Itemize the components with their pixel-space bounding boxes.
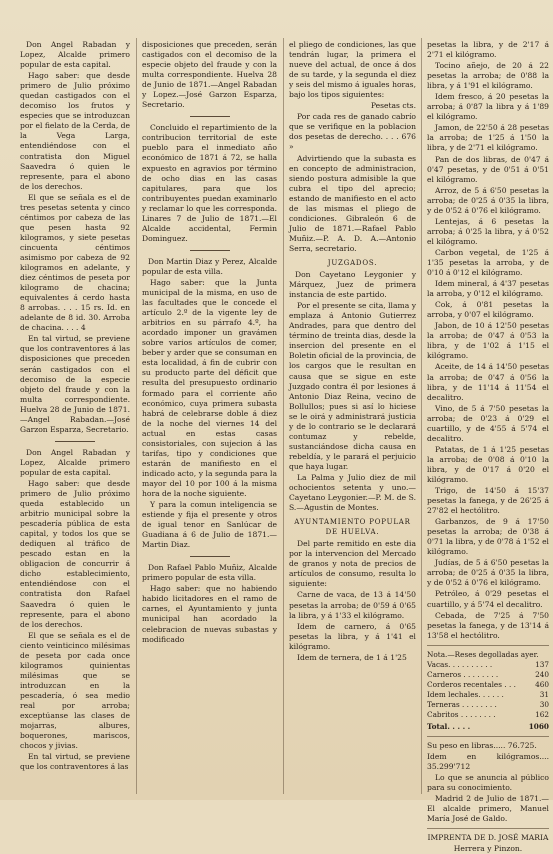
paragraph: Hago saber: que desde primero de Julio próximo queda establecido un arbitrio municipal sobre la pescadería pública de esta capital, y todos los que se dediquen al tráfico de pescado estan en la obligacion de concurrir á dicho establecimiento, entendiéndose con el contratista don Rafael Saavedra ó quien le represente, para el abono de los derechos. — [20, 478, 130, 629]
table-row — [427, 710, 549, 720]
weight-summary — [427, 741, 549, 824]
table-row — [427, 670, 549, 680]
paragraph: Por cada res de ganado cabrío que se verifique en la poblacion dos pesetas de derecho. . . . 676 » — [289, 112, 416, 152]
table-row-label: Idem lechales. . . . . . — [427, 689, 504, 699]
table-row-value: 30 — [539, 699, 549, 709]
paragraph: Vino, de 5 á 7'50 pesetas la arroba; de 0'23 á 0'29 el cuartillo, y de 4'55 á 5'74 el decalitro. — [427, 403, 549, 443]
separator — [190, 116, 230, 117]
table-row-label: Corderos recentales . . . — [427, 679, 516, 689]
table-row-value: 162 — [535, 710, 549, 719]
paragraph: Su peso en libras..... 76.725. — [427, 741, 537, 751]
paragraph: Jamon, de 22'50 á 28 pesetas la arroba; de 1'25 á 1'50 la libra, y de 2'71 el kilógramo. — [427, 123, 549, 153]
paragraph: Hago saber: que no habiendo habido licitadores en el ramo de carnes, el Ayuntamiento y junta municipal han acordado la celebracion de nuevas subastas y modificado — [142, 584, 277, 644]
paragraph: Lo que se anuncia al público para su conocimiento. — [427, 773, 549, 793]
table-total-value: 1060 — [528, 722, 549, 732]
table-row-label: Cabritos . . . . . . . . — [427, 710, 496, 719]
notice-heading: Don Angel Rabadan y Lopez, Alcalde primero popular de esta capital. — [20, 40, 130, 70]
table-row-label: Carneros . . . . . . . . — [427, 669, 499, 679]
column-3 — [289, 40, 416, 792]
paragraph: Arroz, de 5 á 6'50 pesetas la arroba; de 0'25 á 0'35 la libra, y de 0'52 á 0'76 el kilógramo. — [427, 185, 549, 215]
notice-heading: Don Martin Diaz y Perez, Alcalde popular de esta villa. — [142, 256, 277, 276]
notice-heading: Don Rafael Pablo Muñiz, Alcalde primero popular de esta villa. — [142, 563, 277, 583]
paragraph: El que se señala es el de tres pesetas setenta y cinco céntimos por cabeza de las que pesen hasta 92 kilogramos, y siete pesetas cincuenta céntimos asimismo por cabeza de 92 kilogramos en adelante, y diez céntimos de peseta por kilogramo de chacina; equivalentes á cerdo hasta 8 arrobas. . . . 15 rs. Id. en adelante de 8 id. 30. Arroba de chacina. . . . 4 — [20, 192, 130, 333]
table-row — [427, 700, 549, 710]
divider — [427, 736, 549, 737]
table-row-value: 31 — [539, 689, 549, 699]
paragraph: Idem fresco, á 20 pesetas la arroba; á 0'87 la libra y á 1'89 el kilógramo. — [427, 92, 549, 122]
separator — [190, 250, 230, 251]
paragraph: Patatas, de 1 á 1'25 pesetas la arroba; de 0'08 á 0'10 la libra, y de 0'17 á 0'20 el kilógramo. — [427, 444, 549, 484]
notice-heading: Don Cayetano Leygonier y Márquez, Juez de primera instancia de este partido. — [289, 270, 416, 300]
section-heading: JUZGADOS. — [327, 258, 378, 267]
column-rule — [421, 38, 422, 794]
imprint: IMPRENTA DE D. JOSÉ MARIA Herrera y Pinzon. — [427, 833, 549, 853]
table-row-value: 460 — [535, 679, 549, 689]
paragraph: Madrid 2 de Julio de 1871.—El alcalde primero, Manuel María José de Galdo. — [427, 794, 549, 824]
paragraph: Idem de carnero, á 0'65 pesetas la libra, y á 1'41 el kilógramo. — [289, 621, 416, 651]
paragraph: Advirtiendo que la subasta es en concepto de administracion, siendo postura admisible la que cubra el tipo del aprecio; estando de manifiesto en el acto de las mismas el pliego de condiciones. Gibraleón 6 de Julio de 1871.—Rafael Pablo Muñiz.—P. A. D. A.—Antonio Serra, secretario. — [289, 153, 416, 253]
column-rule — [283, 38, 284, 794]
paragraph: Lentejas, á 6 pesetas la arroba; á 0'25 la libra, y á 0'52 el kilógramo. — [427, 216, 549, 246]
paragraph: Petróleo, á 0'29 pesetas el cuartillo, y á 5'74 el decalitro. — [427, 589, 549, 609]
paragraph: Garbanzos, de 9 á 17'50 pesetas la arroba; de 0'38 á 0'71 la libra, y de 0'78 á 1'52 el kilógramo. — [427, 517, 549, 557]
paragraph: Idem de ternera, de 1 á 1'25 — [297, 652, 407, 662]
table-total-row — [427, 722, 549, 732]
paragraph: Concluido el repartimiento de la contribucion territorial de este pueblo para el inmediato año económico de 1871 á 72, se halla expuesto en agravios por término de ocho dias en las casas capitulares, para que los contribuyentes puedan examinarlo y reclamar lo que les corresponda. Linares 7 de Julio de 1871.—El Alcalde accidental, Fermin Dominguez. — [142, 123, 277, 243]
separator — [55, 441, 95, 442]
table-row-label: Terneras . . . . . . . . — [427, 699, 497, 709]
slaughter-table — [427, 650, 549, 732]
divider — [427, 828, 549, 829]
paragraph: Idem mineral, á 4'37 pesetas la arroba, y 0'12 el kilógramo. — [427, 279, 549, 299]
paragraph: Pan de dos libras, de 0'47 á 0'47 pesetas, y de 0'51 á 0'51 el kilógramo. — [427, 154, 549, 184]
paragraph: Tocino añejo, de 20 á 22 pesetas la arroba; de 0'88 la libra, y á 1'91 el kilógramo. — [427, 61, 549, 91]
paragraph: Trigo, de 14'50 á 15'37 pesetas la fanega, y de 26'25 á 27'82 el hectólitro. — [427, 486, 549, 516]
paragraph: Cok, á 0'81 pesetas la arroba, y 0'07 el kilógramo. — [427, 300, 549, 320]
table-row — [427, 690, 549, 700]
paragraph: Cebada, de 7'25 á 7'50 pesetas la fanega, y de 13'14 á 13'58 el hectólitro. — [427, 610, 549, 640]
paragraph: Pesetas cts. — [370, 101, 416, 111]
table-row-value: 240 — [535, 669, 549, 679]
paragraph: Hago saber: que la Junta municipal de la misma, en uso de las facultades que le concede el artículo 2.º de la vigente ley de arbitrios en su párrafo 4.º, ha acordado imponer un gravámen sobre varios artículos de comer, beber y arder que se consuman en esta localidad, á fin de cubrir con su producto parte del déficit que resulta del presupuesto ordinario formado para el corriente año económico, cuya primera subasta habrá de celebrarse doble á diez de la noche del viernes 14 del actual en estas casas consistoriales, con sujecion á las tarifas, tipo y condiciones que estarán de manifiesto en el indicado acto, y la segunda para la mayor del 10 por 100 á la misma hora de la noche siguiente. — [142, 277, 277, 498]
table-row-value: 137 — [535, 659, 549, 669]
paragraph: Y para la comun inteligencia se estiende y fija el presente y otros de igual tenor en Sanlúcar de Guadiana á 6 de Julio de 1871.—Martin Diaz. — [142, 500, 277, 550]
table-title: Nota.—Reses degolladas ayer. — [427, 649, 539, 659]
divider — [427, 645, 549, 646]
paragraph: El que se señala es el de ciento veinticinco milésimas de peseta por cada once kilogramos quinientas milésimas que se introduzcan en la pescadería, ó sea medio real por arroba; exceptúanse las clases de mojarras, albures, boquerones, mariscos, chocos y jivias. — [20, 630, 130, 751]
paragraph: Judías, de 5 á 6'50 pesetas la arroba; de 0'25 á 0'35 la libra, y de 0'52 á 0'76 el kilógramo. — [427, 558, 549, 588]
notice-heading: Don Angel Rabadan y Lopez, Alcalde primero popular de esta capital. — [20, 447, 130, 477]
table-row — [427, 660, 549, 670]
table-rows — [427, 660, 549, 720]
column-4 — [427, 40, 549, 853]
paragraph: Del parte remitido en este dia por la intervencion del Mercado de granos y nota de precios de artículos de consumo, resulta lo siguiente: — [289, 539, 416, 589]
paragraph: Por el presente se cita, llama y emplaza á Antonio Gutierrez Andrades, para que dentro del término de treinta dias, desde la insercion del presente en el Boletin oficial de la provincia, de los cargos que le resultan en causa que se sigue en este Juzgado contra él por lesiones á Antonio Diaz Reina, vecino de Bollullos; pues si así lo hiciese se le oirá y administrará justicia y de lo contrario se le declarará contumaz y rebelde, sustanciándose dicha causa en rebeldía, y le parará el perjuicio que haya lugar. — [289, 301, 416, 471]
column-rule — [136, 38, 137, 794]
price-list — [427, 40, 549, 641]
section-heading: AYUNTAMIENTO POPULAR DE HUELVA. — [294, 518, 411, 537]
paragraph: pesetas la libra, y de 2'17 á 2'71 el kilógramo. — [427, 40, 549, 60]
paragraph: Aceite, de 14 á 14'50 pesetas la arroba; de 0'47 á 0'56 la libra, y de 11'14 á 11'54 el decalitro. — [427, 362, 549, 402]
column-1 — [20, 40, 130, 792]
separator — [190, 556, 230, 557]
table-total-label: Total. . . . . — [427, 722, 471, 732]
paragraph: En tal virtud, se previene que los contraventores á las disposiciones que preceden serán castigados con el decomiso de la especie objeto del fraude y con la multa correspondiente. Huelva 28 de Junio de 1871.—Angel Rabadan.—José Garzon Esparza, Secretario. — [20, 334, 130, 434]
paragraph: En tal virtud, se previene que los contraventores á las — [20, 752, 130, 772]
table-row — [427, 680, 549, 690]
paragraph: Jabon, de 10 á 12'50 pesetas la arroba; de 0'47 á 0'53 la libra, y de 1'02 á 1'15 el kilógramo. — [427, 321, 549, 361]
column-2 — [142, 40, 277, 792]
paragraph: Carbon vegetal, de 1'25 á 1'35 pesetas la arroba, y de 0'10 á 0'12 el kilógramo. — [427, 247, 549, 278]
table-row-label: Vacas. . . . . . . . . . — [427, 659, 493, 669]
paragraph: el pliego de condiciones, las que tendrán lugar, la primera el nueve del actual, de once á dos de su tarde, y la segunda el diez y seis del mismo á iguales horas, bajo los tipos siguientes: — [289, 40, 416, 100]
paragraph: Idem en kilógramos.... 35.299'712 — [427, 752, 549, 772]
paragraph: Carne de vaca, de 13 á 14'50 pesetas la arroba; de 0'59 á 0'65 la libra, y á 1'33 el kilógramo. — [289, 590, 416, 620]
paragraph: La Palma y Julio diez de mil ochocientos setenta y uno.—Cayetano Leygonier.—P. M. de S. S.—Agustin de Montes. — [289, 472, 416, 513]
paragraph: Hago saber: que desde primero de Julio próximo quedan castigados con el decomiso los frutos y especies que se introduzcan por el fielato de la Cerda, de la Vega Larga, entendiéndose con el contratista don Miguel Saavedra ó quien le represente, para el abono de los derechos. — [20, 71, 131, 191]
paragraph: disposiciones que preceden, serán castigados con el decomiso de la especie objeto del fraude y con la multa correspondiente. Huelva 28 de Junio de 1871.—Angel Rabadan y Lopez.—José Garzon Esparza, Secretario. — [142, 40, 277, 110]
